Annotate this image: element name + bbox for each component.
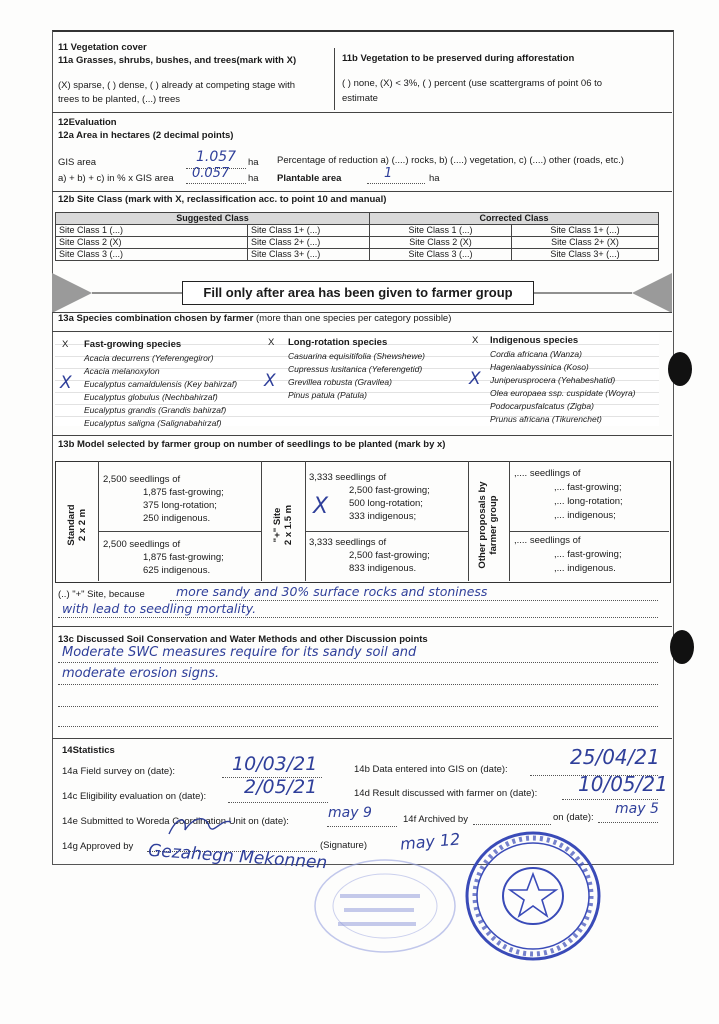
plantable-value: 1 xyxy=(384,166,393,181)
species-item: Eucalyptus globulus (Nechbahirzaf) xyxy=(84,392,218,402)
s14d-label: 14d Result discussed with farmer on (date): xyxy=(354,788,538,799)
cell: Site Class 2+ (...) xyxy=(248,237,370,249)
species-item: Cupressus lusitanica (Yeferengetid) xyxy=(288,364,423,374)
s13c-title: 13c Discussed Soil Conservation and Water Methods and other Discussion points xyxy=(58,634,428,645)
s11a-line1: (X) sparse, ( ) dense, ( ) already at competing stage with xyxy=(58,80,296,91)
fast-growing-header: Fast-growing species xyxy=(84,339,182,350)
mark-fast: X xyxy=(60,373,72,393)
site-class-table xyxy=(55,212,659,261)
approver-name: Gezahegn Mekonnen xyxy=(147,840,328,874)
model-line: 2,500 fast-growing; xyxy=(349,550,430,561)
s14d-value: 10/05/21 xyxy=(578,772,668,796)
signature-scribble xyxy=(165,812,235,842)
punch-hole xyxy=(668,352,692,386)
species-item: Podocarpusfalcatus (Zigba) xyxy=(490,401,594,411)
suggested-class-header: Suggested Class xyxy=(56,213,370,225)
model-line: 3,333 seedlings of xyxy=(309,472,387,483)
species-item: Cordia africana (Wanza) xyxy=(490,349,582,359)
standard-label xyxy=(66,477,88,573)
s14c-value: 2/05/21 xyxy=(244,776,318,798)
s13b-title: 13b Model selected by farmer group on number of seedlings to be planted (mark by x) xyxy=(58,439,446,450)
punch-hole xyxy=(670,630,694,664)
species-item: Hageniaabyssinica (Koso) xyxy=(490,362,589,372)
x-col-2: X xyxy=(268,337,275,348)
s11a-title: 11a Grasses, shrubs, bushes, and trees(mark with X) xyxy=(58,55,297,66)
s12a-title: 12a Area in hectares (2 decimal points) xyxy=(58,130,234,141)
s13a-title: 13a Species combination chosen by farmer xyxy=(58,313,254,324)
cell: Site Class 1 (...) xyxy=(56,225,248,237)
s14a-value: 10/03/21 xyxy=(232,753,318,775)
model-line: 2,500 fast-growing; xyxy=(349,485,430,496)
s12-heading: 12Evaluation xyxy=(58,117,117,128)
s14g-label: 14g Approved by xyxy=(62,841,134,852)
species-item: Eucalyptus grandis (Grandis bahirzaf) xyxy=(84,405,227,415)
cell: Site Class 1 (...) xyxy=(370,225,512,237)
indigenous-header: Indigenous species xyxy=(490,335,579,346)
site-plus-size: 2 x 1.5 m xyxy=(283,504,294,546)
species-item: Acacia decurrens (Yeferengegiror) xyxy=(84,353,214,363)
s11-heading: 11 Vegetation cover xyxy=(58,42,147,53)
model-line: 333 indigenous; xyxy=(349,511,417,522)
cell: Site Class 3+ (...) xyxy=(248,249,370,261)
s14b-label: 14b Data entered into GIS on (date): xyxy=(354,764,508,775)
other-text2: farmer group xyxy=(488,495,499,555)
x-col-1: X xyxy=(62,339,69,350)
model-line: 250 indigenous. xyxy=(143,513,211,524)
model-line: ,... long-rotation; xyxy=(554,496,623,507)
s13c-line2: moderate erosion signs. xyxy=(62,666,220,681)
model-line: ,... indigenous; xyxy=(554,510,616,521)
site-plus-text: "+" Site xyxy=(272,507,283,543)
model-line: 375 long-rotation; xyxy=(143,500,217,511)
cell: Site Class 2 (X) xyxy=(370,237,512,249)
other-text1: Other proposals by xyxy=(477,481,488,569)
cell: Site Class 3 (...) xyxy=(56,249,248,261)
s11a-line2: trees to be planted, (...) trees xyxy=(58,94,180,105)
species-item: Prunus africana (Tikurenchet) xyxy=(490,414,602,424)
model-line: 833 indigenous. xyxy=(349,563,417,574)
s14f-on: on (date): xyxy=(553,812,594,823)
mark-long: X xyxy=(264,371,276,391)
s11b-line1: ( ) none, (X) < 3%, ( ) percent (use scattergrams of point 06 to xyxy=(342,78,603,89)
model-line: ,... fast-growing; xyxy=(554,549,622,560)
because-text-2: with lead to seedling mortality. xyxy=(62,601,257,616)
standard-text: Standard xyxy=(66,504,77,546)
gis-area-value: 1.057 xyxy=(196,149,237,165)
abc-label: a) + b) + c) in % x GIS area xyxy=(58,173,174,184)
site-plus-label xyxy=(272,477,294,573)
x-col-3: X xyxy=(472,335,479,346)
model-line: 3,333 seedlings of xyxy=(309,537,387,548)
mark-indigenous: X xyxy=(469,369,481,389)
species-item: Juniperusprocera (Yehabeshatid) xyxy=(490,375,616,385)
model-line: ,.... seedlings of xyxy=(514,535,581,546)
abc-value: 0.057 xyxy=(192,166,230,181)
table-row xyxy=(56,225,659,237)
because-label: (..) "+" Site, because xyxy=(58,589,145,600)
s14e-value: may 9 xyxy=(328,805,372,821)
corrected-class-header: Corrected Class xyxy=(370,213,659,225)
cell: Site Class 2 (X) xyxy=(56,237,248,249)
species-item: Grevillea robusta (Gravilea) xyxy=(288,377,392,387)
gis-area-unit: ha xyxy=(248,157,259,168)
model-line: ,.... seedlings of xyxy=(514,468,581,479)
s14f-value: may 5 xyxy=(615,801,659,817)
cell: Site Class 1+ (...) xyxy=(512,225,659,237)
s11b-line2: estimate xyxy=(342,93,378,104)
species-item: Acacia melanoxylon xyxy=(84,366,160,376)
species-item: Eucalyptus saligna (Salignabahirzaf) xyxy=(84,418,222,428)
model-line: ,... fast-growing; xyxy=(554,482,622,493)
species-item: Casuarina equisitifolia (Shewshewe) xyxy=(288,351,426,361)
model-line: 500 long-rotation; xyxy=(349,498,423,509)
cell: Site Class 2+ (X) xyxy=(512,237,659,249)
approval-date: may 12 xyxy=(399,829,462,854)
cell: Site Class 3 (...) xyxy=(370,249,512,261)
reduction-label: Percentage of reduction a) (....) rocks, b) (....) vegetation, c) (....) other (roads, etc.) xyxy=(277,155,624,166)
other-proposals-label xyxy=(477,466,499,584)
s13a-title-line xyxy=(58,313,451,325)
model-line: 1,875 fast-growing; xyxy=(143,487,224,498)
s14a-label: 14a Field survey on (date): xyxy=(62,766,176,777)
species-item: Pinus patula (Patula) xyxy=(288,390,367,400)
model-line: ,... indigenous. xyxy=(554,563,616,574)
model-line: 2,500 seedlings of xyxy=(103,474,181,485)
model-line: 1,875 fast-growing; xyxy=(143,552,224,563)
s13a-note: (more than one species per category possible) xyxy=(256,313,452,324)
model-line: 2,500 seedlings of xyxy=(103,539,181,550)
because-text-1: more sandy and 30% surface rocks and stoniness xyxy=(176,584,488,599)
s14e-label: 14e Submitted to Woreda Coordination Unit on (date): xyxy=(62,816,289,827)
s11b-title: 11b Vegetation to be preserved during afforestation xyxy=(342,53,575,64)
species-item: Olea europaea ssp. cuspidate (Woyra) xyxy=(490,388,636,398)
s14f-label: 14f Archived by xyxy=(403,814,468,825)
species-item: Eucalyptus camaldulensis (Key bahirzaf) xyxy=(84,379,238,389)
long-rotation-header: Long-rotation species xyxy=(288,337,388,348)
model-line: 625 indigenous. xyxy=(143,565,211,576)
plantable-label: Plantable area xyxy=(277,173,342,184)
site-plus-mark: X xyxy=(313,494,329,519)
s14c-label: 14c Eligibility evaluation on (date): xyxy=(62,791,207,802)
banner-title: Fill only after area has been given to farmer group xyxy=(182,281,534,305)
gis-area-label: GIS area xyxy=(58,157,97,168)
standard-size: 2 x 2 m xyxy=(77,508,88,542)
s12b-title: 12b Site Class (mark with X, reclassification acc. to point 10 and manual) xyxy=(58,194,387,205)
table-row xyxy=(56,237,659,249)
cell: Site Class 1+ (...) xyxy=(248,225,370,237)
s13c-line1: Moderate SWC measures require for its sandy soil and xyxy=(62,645,417,660)
faded-stamp xyxy=(310,856,460,956)
s14g-signature: (Signature) xyxy=(320,840,367,851)
table-row xyxy=(56,249,659,261)
abc-unit: ha xyxy=(248,173,259,184)
s14-heading: 14Statistics xyxy=(62,745,115,756)
s14b-value: 25/04/21 xyxy=(570,745,660,769)
official-seal xyxy=(462,828,604,964)
plantable-unit: ha xyxy=(429,173,440,184)
cell: Site Class 3+ (...) xyxy=(512,249,659,261)
